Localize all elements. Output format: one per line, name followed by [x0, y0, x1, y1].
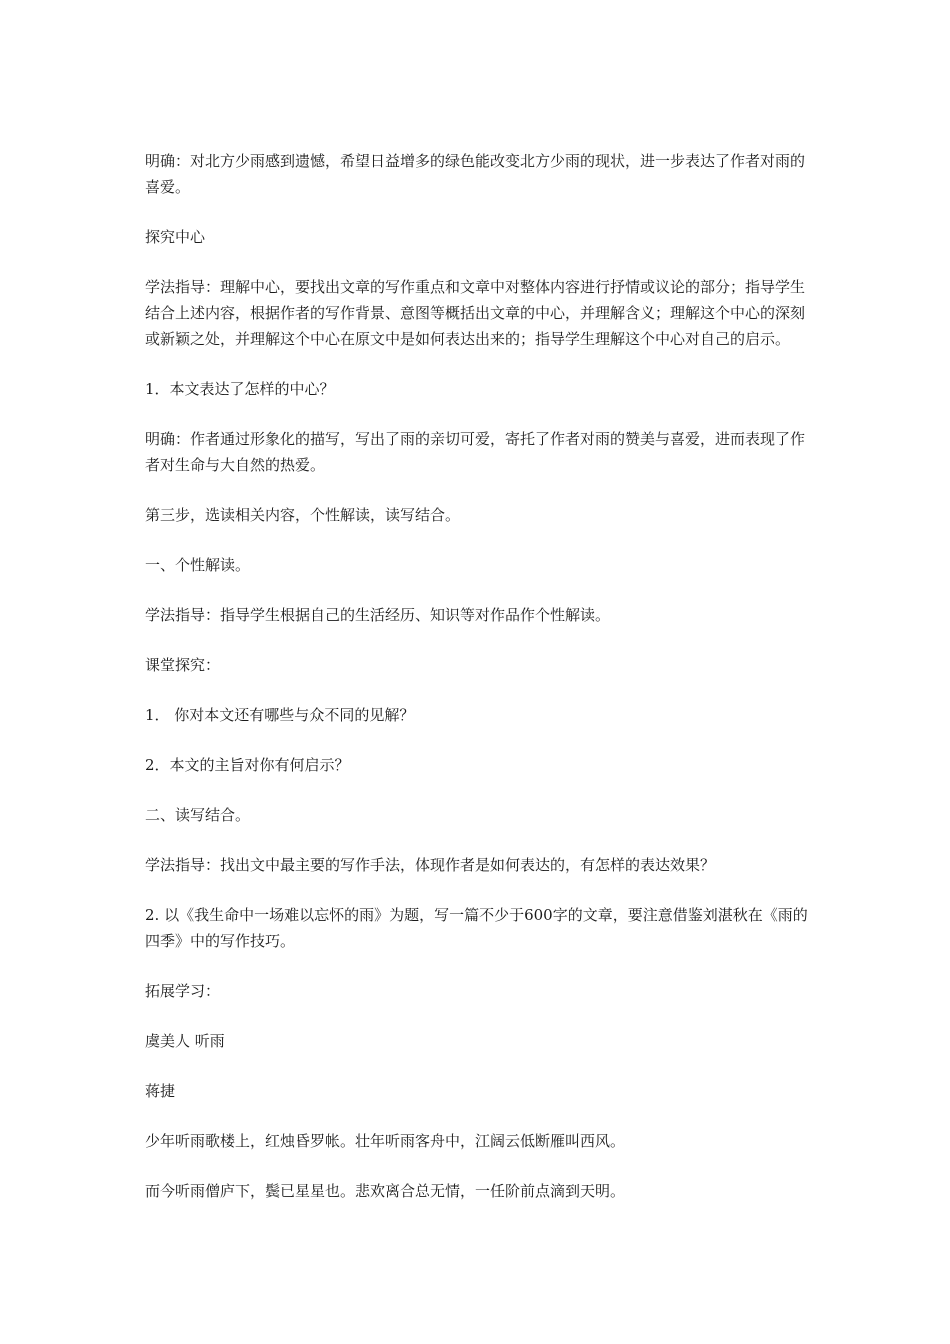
poem-author: 蒋捷 — [145, 1082, 176, 1100]
paragraph-clarify-center: 明确：作者通过形象化的描写，写出了雨的亲切可爱，寄托了作者对雨的赞美与喜爱，进而表现了作者对生命与大自然的热爱。 — [145, 430, 806, 474]
heading-extended-study: 拓展学习： — [145, 982, 221, 1000]
question-1-center: 1．本文表达了怎样的中心？ — [145, 380, 335, 398]
document-page — [145, 148, 810, 1228]
heading-personal-reading: 一、个性解读。 — [145, 556, 251, 574]
poem-line-2: 而今听雨僧庐下，鬓已星星也。悲欢离合总无情，一任阶前点滴到天明。 — [145, 1182, 626, 1200]
question-1-views: 1． 你对本文还有哪些与众不同的见解？ — [145, 706, 415, 724]
heading-explore-center: 探究中心 — [145, 228, 206, 246]
poem-title: 虞美人 听雨 — [145, 1032, 225, 1050]
paragraph-step-three: 第三步，选读相关内容，个性解读，读写结合。 — [145, 506, 461, 524]
heading-class-inquiry: 课堂探究： — [145, 656, 221, 674]
paragraph-study-guide-personal: 学法指导：指导学生根据自己的生活经历、知识等对作品作个性解读。 — [145, 606, 611, 624]
paragraph-study-guide-writing: 学法指导：找出文中最主要的写作手法，体现作者是如何表达的，有怎样的表达效果？ — [145, 856, 716, 874]
paragraph-writing-task: 2. 以《我生命中一场难以忘怀的雨》为题，写一篇不少于600字的文章，要注意借鉴刘湛秋在《雨的四季》中的写作技巧。 — [145, 906, 808, 950]
paragraph-study-guide-center: 学法指导：理解中心，要找出文章的写作重点和文章中对整体内容进行抒情或议论的部分；指导学生结合上述内容，根据作者的写作背景、意图等概括出文章的中心，并理解含义；理解这个中心的深刻或新颖之处，并理解这个中心在原文中是如何表达出来的；指导学生理解这个中心对自己的启示。 — [145, 278, 806, 348]
heading-reading-writing: 二、读写结合。 — [145, 806, 251, 824]
question-2-theme: 2．本文的主旨对你有何启示？ — [145, 756, 350, 774]
poem-line-1: 少年听雨歌楼上，红烛昏罗帐。壮年听雨客舟中，江阔云低断雁叫西风。 — [145, 1132, 626, 1150]
paragraph-clarify-north-rain: 明确：对北方少雨感到遗憾，希望日益增多的绿色能改变北方少雨的现状，进一步表达了作者对雨的喜爱。 — [145, 152, 806, 196]
